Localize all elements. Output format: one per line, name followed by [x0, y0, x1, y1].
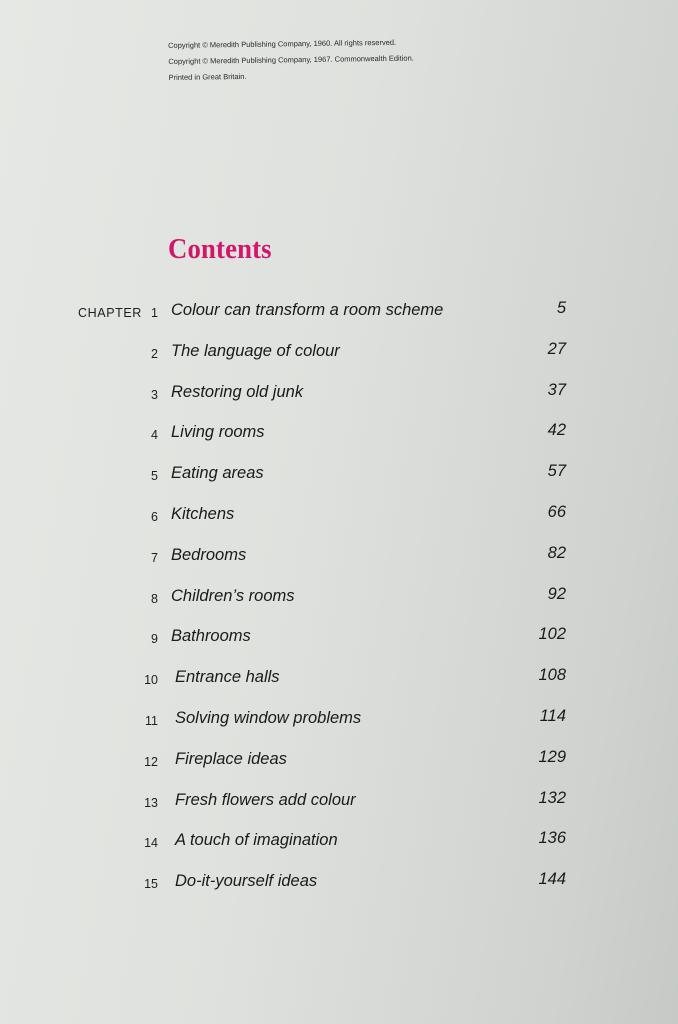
chapter-title: Restoring old junk: [171, 382, 304, 401]
page-number: 102: [538, 625, 566, 644]
page-number: 129: [538, 747, 566, 766]
toc-entry: [0, 542, 678, 570]
chapter-number: 2: [151, 346, 158, 361]
copyright-line: Copyright © Meredith Publishing Company, 1960. All rights reserved.: [168, 37, 397, 50]
chapter-title: A touch of imagination: [175, 831, 338, 850]
chapter-number: 12: [144, 754, 158, 769]
contents-heading: Contents: [168, 233, 272, 265]
chapter-number: 14: [144, 836, 158, 851]
toc-entry: [0, 746, 678, 774]
page-number: 66: [547, 503, 566, 521]
toc-entry: [0, 827, 678, 855]
page-number: 132: [538, 788, 566, 807]
toc-entry: [0, 787, 678, 815]
page-number: 27: [547, 339, 566, 358]
chapter-title: Bedrooms: [171, 545, 247, 564]
toc-entry: [0, 623, 678, 651]
page-number: 92: [547, 584, 566, 603]
chapter-title: Fireplace ideas: [175, 749, 287, 768]
chapter-number: 15: [144, 877, 158, 892]
copyright-line: Copyright © Meredith Publishing Company, 1967. Commonwealth Edition.: [168, 53, 414, 66]
toc-entry: [0, 419, 678, 447]
chapter-number: 3: [151, 387, 158, 402]
toc-entry: [0, 297, 678, 325]
chapter-title: Children’s rooms: [171, 586, 295, 605]
chapter-prefix-label: CHAPTER: [78, 306, 142, 320]
chapter-title: Kitchens: [171, 505, 235, 523]
chapter-title: Colour can transform a room scheme: [171, 301, 444, 319]
chapter-number: 4: [151, 428, 158, 443]
chapter-number: 8: [151, 591, 158, 606]
chapter-title: Bathrooms: [171, 627, 251, 646]
toc-entry: [0, 868, 678, 896]
toc-entry: [0, 705, 678, 733]
page-number: 144: [538, 870, 566, 889]
chapter-title: Do-it-yourself ideas: [175, 872, 318, 891]
page-number: 136: [538, 829, 566, 848]
chapter-number: 7: [151, 550, 158, 565]
chapter-number: 13: [144, 795, 158, 810]
page-number: 5: [556, 299, 566, 317]
copyright-line: Printed in Great Britain.: [168, 71, 247, 82]
chapter-number: 9: [151, 632, 158, 647]
toc-entry: [0, 338, 678, 366]
page-number: 108: [538, 666, 566, 685]
page-number: 114: [539, 707, 566, 725]
chapter-title: Entrance halls: [175, 668, 280, 687]
chapter-title: Solving window problems: [175, 709, 362, 727]
toc-entry: [0, 583, 678, 611]
page-number: 82: [547, 543, 566, 562]
chapter-title: The language of colour: [171, 341, 340, 360]
chapter-number: 1: [151, 306, 158, 320]
chapter-number: 11: [145, 714, 158, 728]
chapter-title: Eating areas: [171, 464, 264, 483]
chapter-number: 6: [151, 510, 158, 524]
chapter-title: Living rooms: [171, 423, 265, 442]
toc-entry: [0, 379, 678, 407]
toc-entry: [0, 460, 678, 488]
toc-entry: [0, 664, 678, 692]
page-number: 37: [547, 380, 566, 399]
chapter-number: 10: [144, 673, 158, 688]
chapter-number: 5: [151, 469, 158, 484]
toc-entry: [0, 501, 678, 529]
page-number: 42: [547, 421, 566, 440]
chapter-title: Fresh flowers add colour: [175, 790, 356, 809]
page-number: 57: [547, 462, 566, 481]
